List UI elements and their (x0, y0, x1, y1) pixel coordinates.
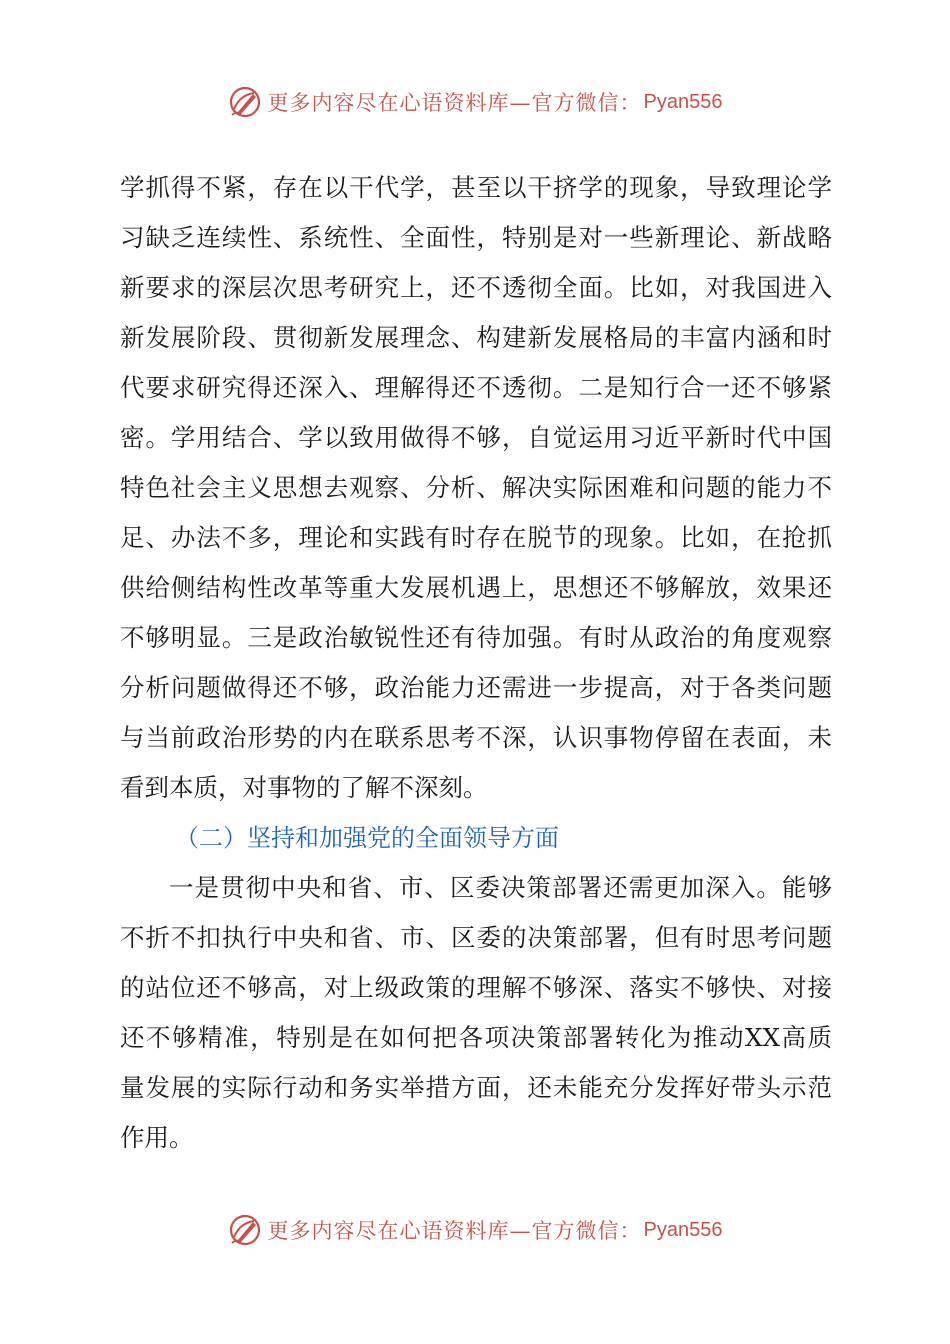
body-line: 新发展阶段、贯彻新发展理念、构建新发展格局的丰富内涵和时 (120, 323, 832, 352)
body-line: 量发展的实际行动和务实举措方面，还未能充分发挥好带头示范 (120, 1073, 832, 1102)
watermark-wechat-id: Pyan556 (643, 90, 723, 113)
body-line: 习缺乏连续性、系统性、全面性，特别是对一些新理论、新战略 (120, 223, 832, 252)
body-line: 新要求的深层次思考研究上，还不透彻全面。比如，对我国进入 (120, 273, 832, 302)
body-line: 看到本质，对事物的了解不深刻。 (120, 773, 488, 802)
document-body (120, 163, 832, 1163)
body-line: 特色社会主义思想去观察、分析、解决实际困难和问题的能力不 (120, 473, 832, 502)
pen-circle-logo-icon (228, 85, 262, 119)
header-watermark (0, 80, 950, 124)
watermark-wechat-id: Pyan556 (643, 1218, 723, 1241)
pen-circle-logo-icon (228, 1213, 262, 1247)
body-line: 与当前政治形势的内在联系思考不深，认识事物停留在表面，未 (120, 723, 832, 752)
body-line: 密。学用结合、学以致用做得不够，自觉运用习近平新时代中国 (120, 423, 832, 452)
body-line: 学抓得不紧，存在以干代学，甚至以干挤学的现象，导致理论学 (120, 173, 832, 202)
body-line: 作用。 (120, 1123, 194, 1152)
body-line: 代要求研究得还深入、理解得还不透彻。二是知行合一还不够紧 (120, 373, 832, 402)
body-line: 的站位还不够高，对上级政策的理解不够深、落实不够快、对接 (120, 973, 832, 1002)
footer-watermark (0, 1208, 950, 1252)
watermark-text: 更多内容尽在心语资料库—官方微信： (267, 91, 642, 115)
body-line: 分析问题做得还不够，政治能力还需进一步提高，对于各类问题 (120, 673, 832, 702)
body-line: 不够明显。三是政治敏锐性还有待加强。有时从政治的角度观察 (120, 623, 832, 652)
body-line: 供给侧结构性改革等重大发展机遇上，思想还不够解放，效果还 (120, 573, 832, 602)
body-line: 还不够精准，特别是在如何把各项决策部署转化为推动XX高质 (120, 1023, 832, 1052)
section-heading: （二）坚持和加强党的全面领导方面 (175, 824, 559, 852)
body-line: 足、办法不多，理论和实践有时存在脱节的现象。比如，在抢抓 (120, 523, 832, 552)
watermark-text: 更多内容尽在心语资料库—官方微信： (267, 1219, 642, 1243)
body-line: 一是贯彻中央和省、市、区委决策部署还需更加深入。能够 (169, 873, 832, 902)
body-line: 不折不扣执行中央和省、市、区委的决策部署，但有时思考问题 (120, 923, 832, 952)
